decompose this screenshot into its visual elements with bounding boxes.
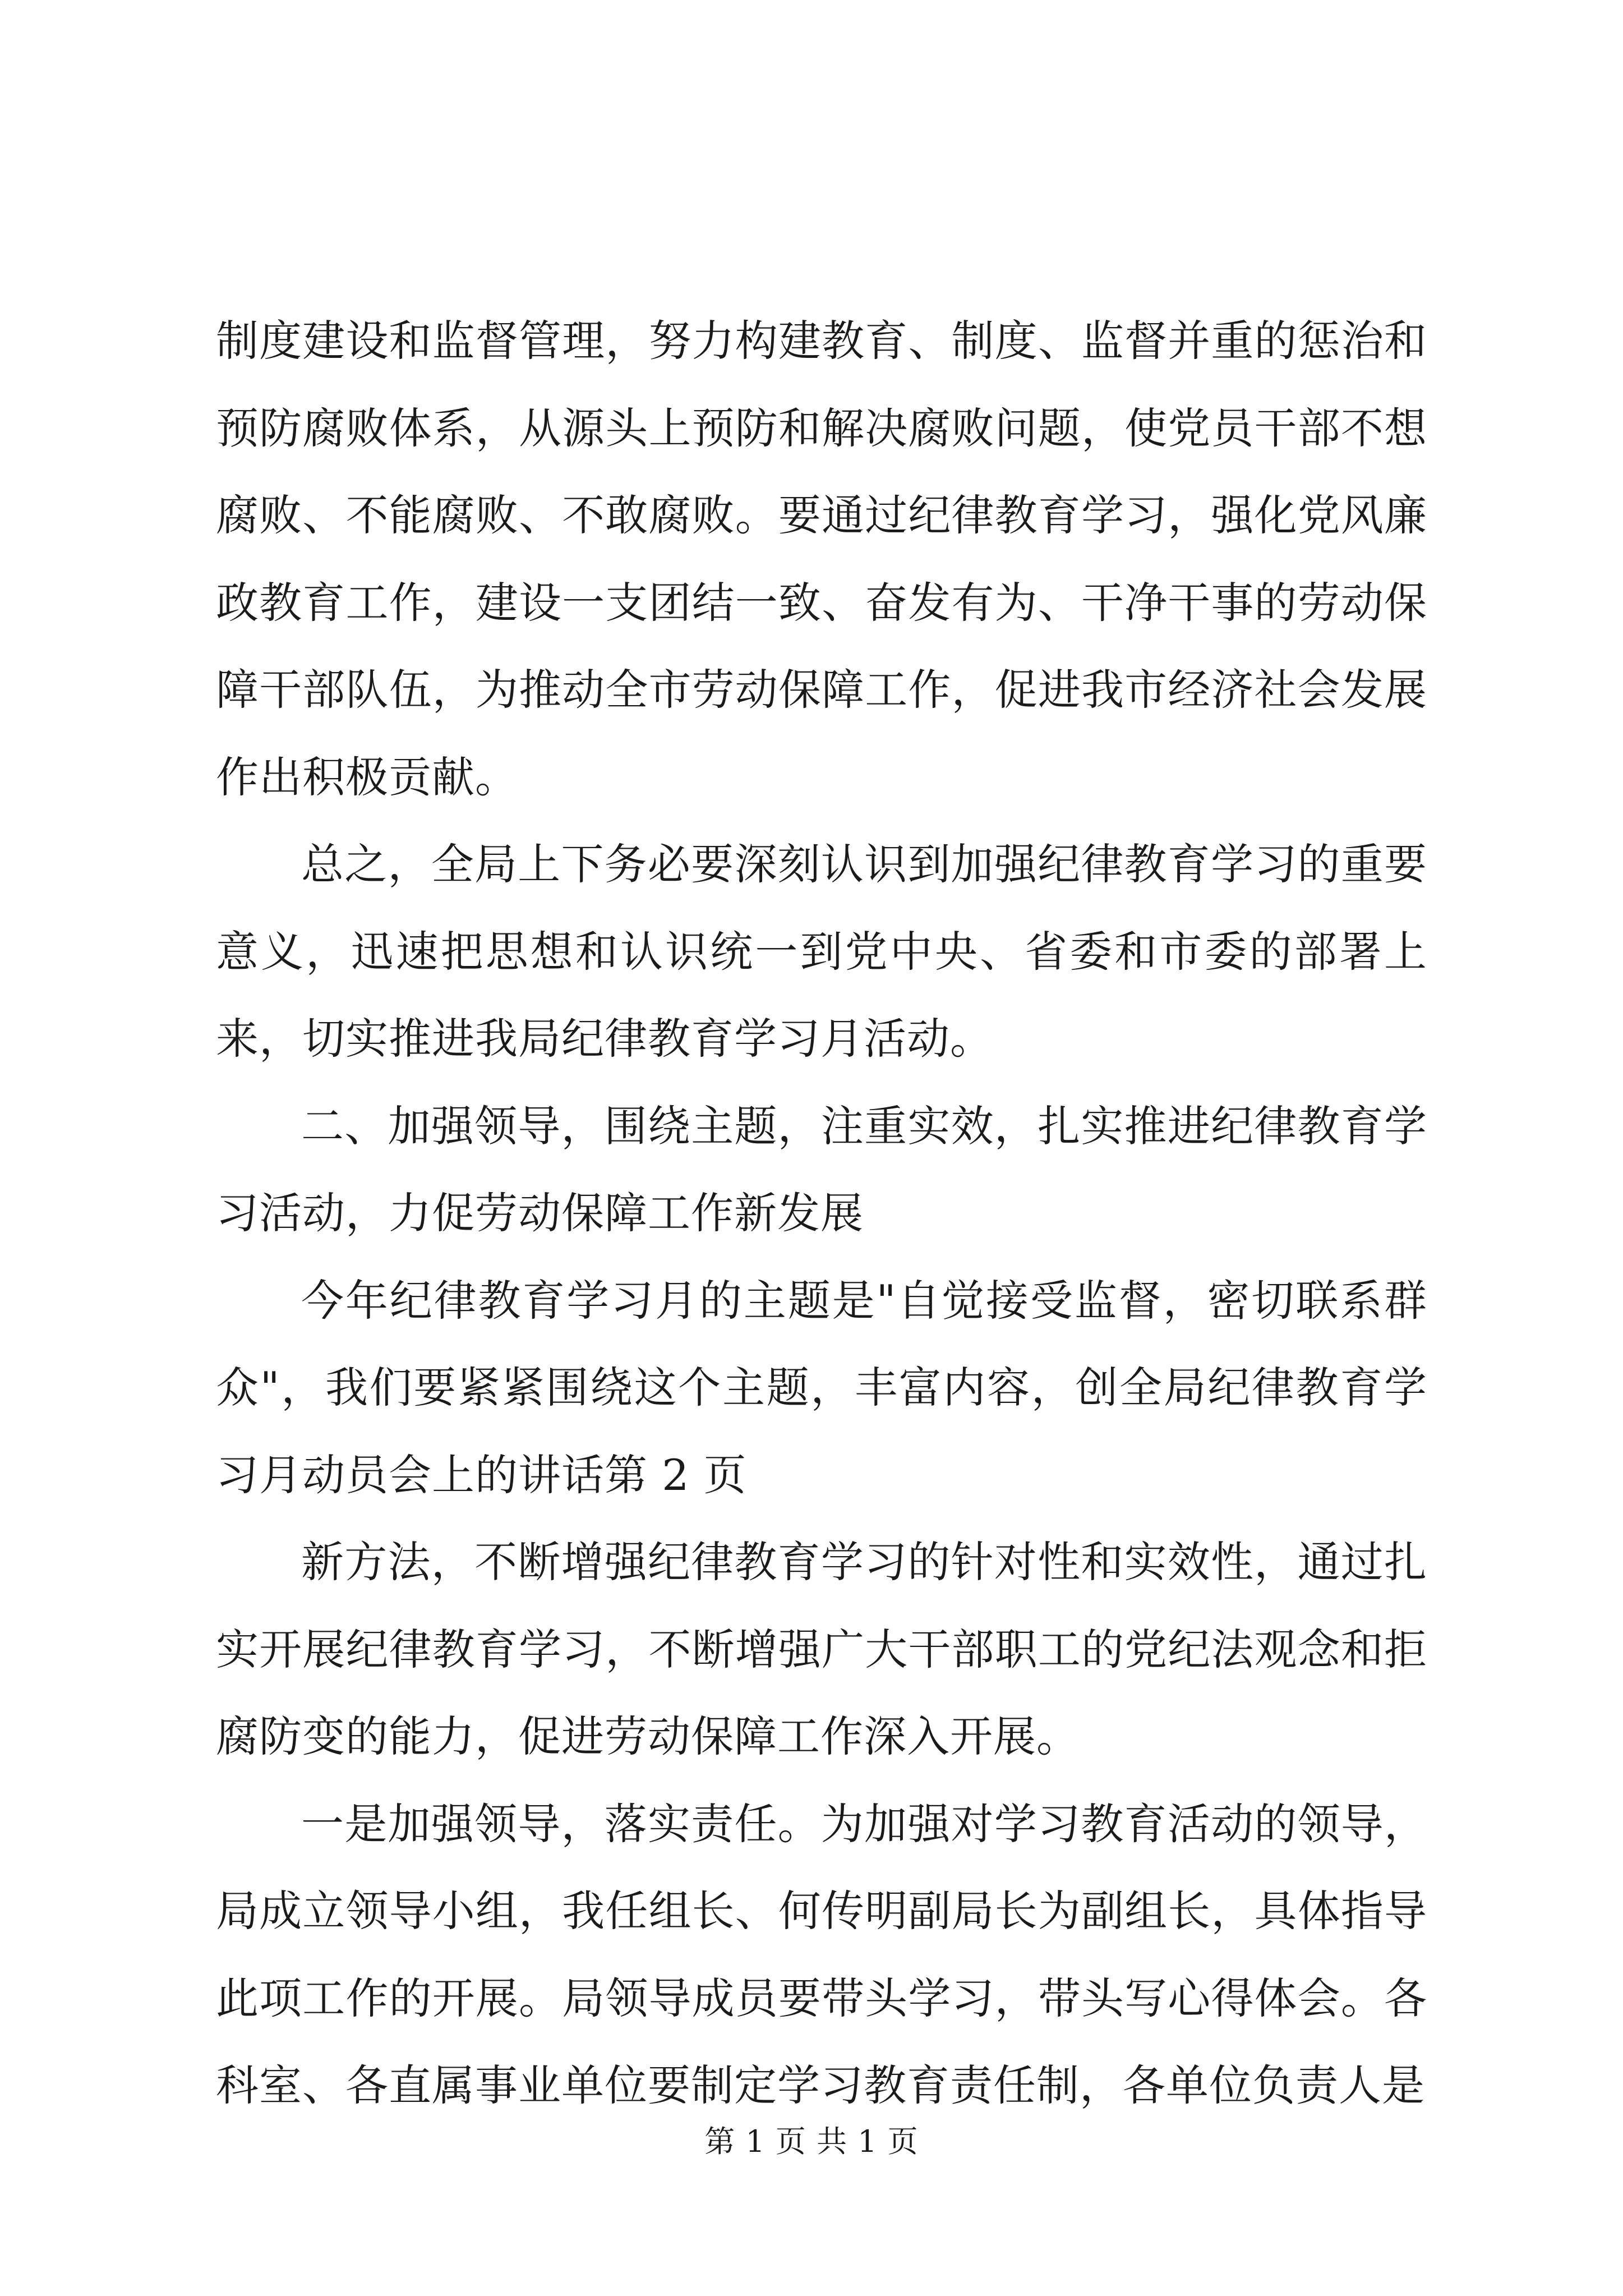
paragraph-theme: 今年纪律教育学习月的主题是"自觉接受监督，密切联系群众"，我们要紧紧围绕这个主题，丰富内容，创全局纪律教育学习月动员会上的讲话第 2 页 <box>216 1275 1427 1500</box>
section-heading-two: 二、加强领导，围绕主题，注重实效，扎实推进纪律教育学习活动，力促劳动保障工作新发展 <box>216 1101 1427 1238</box>
page-footer: 第 1 页 共 1 页 <box>704 2124 919 2159</box>
paragraph-new-methods: 新方法，不断增强纪律教育学习的针对性和实效性，通过扎实开展纪律教育学习，不断增强广大干部职工的党纪法观念和拒腐防变的能力，促进劳动保障工作深入开展。 <box>216 1537 1427 1761</box>
paragraph-summary: 总之，全局上下务必要深刻认识到加强纪律教育学习的重要意义，迅速把思想和认识统一到党中央、省委和市委的部署上来，切实推进我局纪律教育学习月活动。 <box>216 839 1427 1064</box>
document-body <box>216 297 1427 2129</box>
paragraph-leadership: 一是加强领导，落实责任。为加强对学习教育活动的领导，局成立领导小组，我任组长、何传明副局长为副组长，具体指导此项工作的开展。局领导成员要带头学习，带头写心得体会。各科室、各直属事业单位要制定学习教育责任制，各单位负责人是 <box>216 1798 1427 2110</box>
paragraph-continuation: 制度建设和监督管理，努力构建教育、制度、监督并重的惩治和预防腐败体系，从源头上预防和解决腐败问题，使党员干部不想腐败、不能腐败、不敢腐败。要通过纪律教育学习，强化党风廉政教育工作，建设一支团结一致、奋发有为、干净干事的劳动保障干部队伍，为推动全市劳动保障工作，促进我市经济社会发展作出积极贡献。 <box>216 316 1427 802</box>
